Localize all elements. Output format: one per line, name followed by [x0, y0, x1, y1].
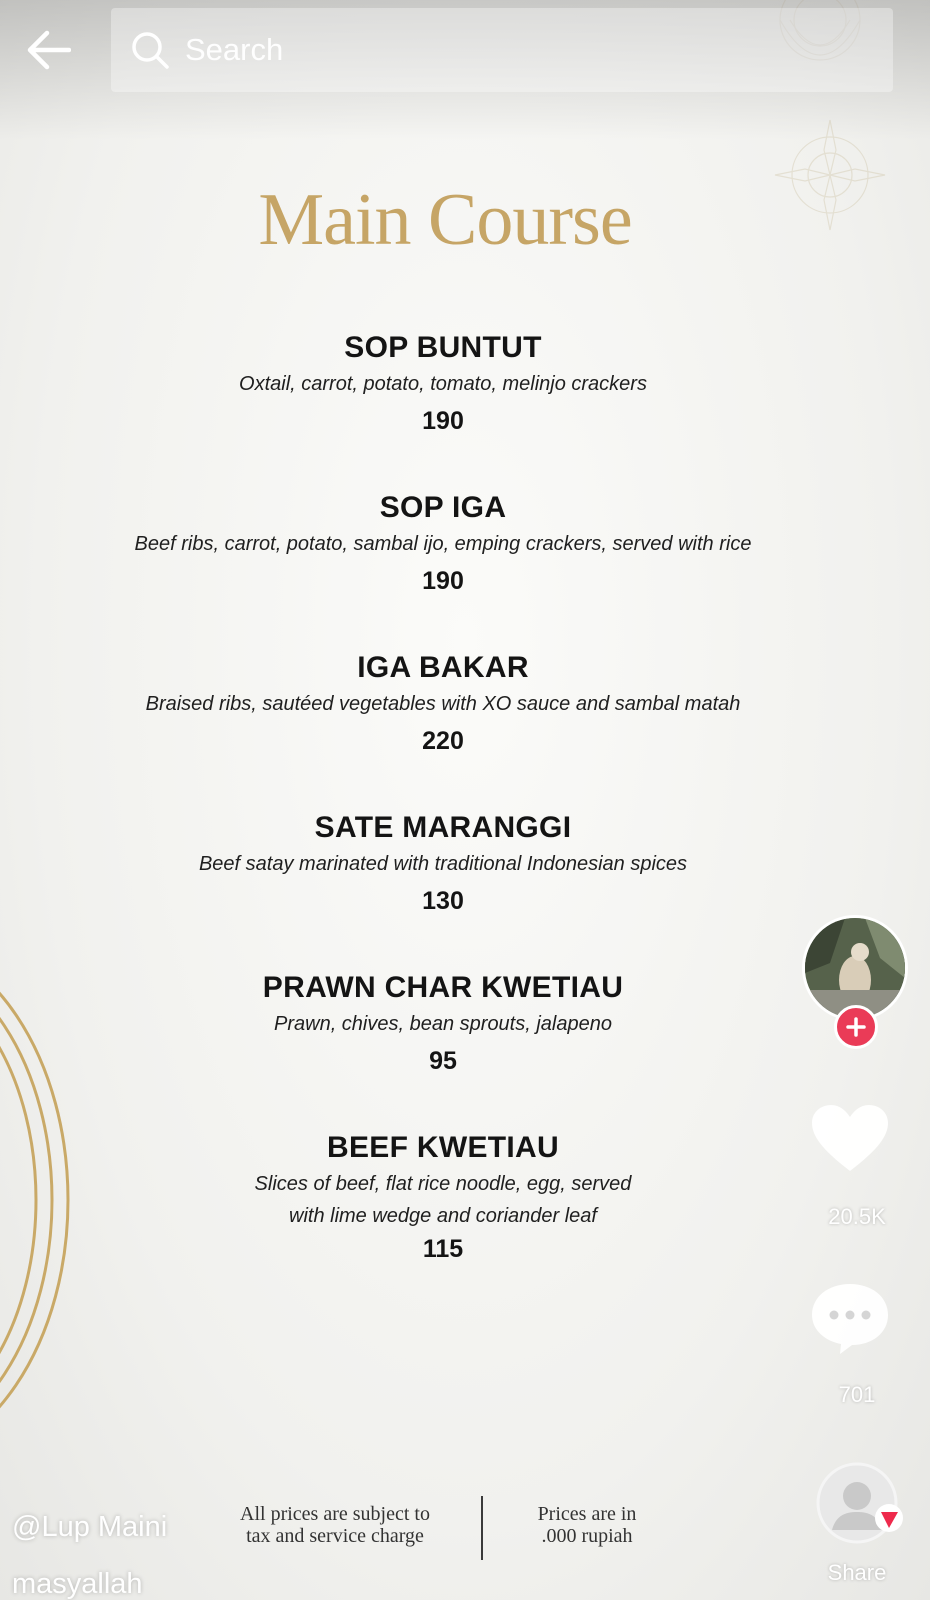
menu-item: [0, 490, 886, 598]
comment-button[interactable]: [810, 1282, 890, 1356]
like-count: 20.5K: [828, 1204, 886, 1229]
menu-item-price: 95: [429, 1047, 457, 1075]
menu-item-name: SOP BUNTUT: [344, 331, 542, 364]
share-icon: [814, 1460, 904, 1548]
menu-item-description: with lime wedge and coriander leaf: [289, 1205, 597, 1227]
menu-item-description: Oxtail, carrot, potato, tomato, melinjo crackers: [239, 373, 647, 395]
menu-item-price: 190: [422, 407, 464, 435]
footer-divider: [481, 1496, 483, 1560]
currency-note: [512, 1503, 662, 1547]
currency-note-line: .000 rupiah: [541, 1525, 633, 1547]
menu-item: [0, 970, 886, 1078]
menu-item-description: Beef ribs, carrot, potato, sambal ijo, emping crackers, served with rice: [134, 533, 752, 555]
follow-button[interactable]: [834, 1005, 878, 1049]
search-input[interactable]: [185, 32, 785, 68]
tax-note-line: All prices are subject to: [240, 1503, 430, 1525]
post-caption: masyallah: [12, 1568, 143, 1600]
post-username[interactable]: @Lup Maini: [12, 1511, 168, 1543]
menu-item-price: 220: [422, 727, 464, 755]
menu-item-description: Slices of beef, flat rice noodle, egg, served: [254, 1173, 632, 1195]
like-button[interactable]: [810, 1102, 890, 1174]
heart-icon: [810, 1103, 890, 1173]
menu-item-name: PRAWN CHAR KWETIAU: [262, 971, 624, 1004]
tax-note-line: tax and service charge: [246, 1525, 424, 1547]
menu-item-name: BEEF KWETIAU: [327, 1131, 559, 1164]
share-button[interactable]: [814, 1460, 904, 1548]
menu-item-price: 190: [422, 567, 464, 595]
search-icon: [129, 29, 171, 71]
tax-note: [220, 1503, 450, 1547]
plus-icon: [845, 1016, 867, 1038]
back-button[interactable]: [22, 26, 74, 74]
menu-item-description: Prawn, chives, bean sprouts, jalapeno: [274, 1013, 612, 1035]
menu-item: [0, 810, 886, 918]
share-label: Share: [827, 1560, 887, 1585]
menu-item: [0, 1130, 886, 1266]
back-arrow-icon: [25, 29, 71, 71]
menu-item-price: 130: [422, 887, 464, 915]
menu-title: Main Course: [258, 179, 632, 261]
menu-item-description: Beef satay marinated with traditional Indonesian spices: [198, 853, 688, 875]
menu-item-name: IGA BAKAR: [357, 651, 529, 684]
menu-item: [0, 650, 886, 758]
comment-count: 701: [838, 1382, 876, 1407]
currency-note-line: Prices are in: [537, 1503, 637, 1525]
menu-item-description: Braised ribs, sautéed vegetables with XO sauce and sambal matah: [145, 693, 741, 715]
menu-item-name: SOP IGA: [379, 491, 507, 524]
menu-item-name: SATE MARANGGI: [314, 811, 572, 844]
search-bar[interactable]: [111, 8, 893, 92]
menu-item-price: 115: [422, 1235, 464, 1263]
menu-item: [0, 330, 886, 438]
comment-icon: [810, 1282, 890, 1356]
avatar-image: [805, 918, 905, 1018]
